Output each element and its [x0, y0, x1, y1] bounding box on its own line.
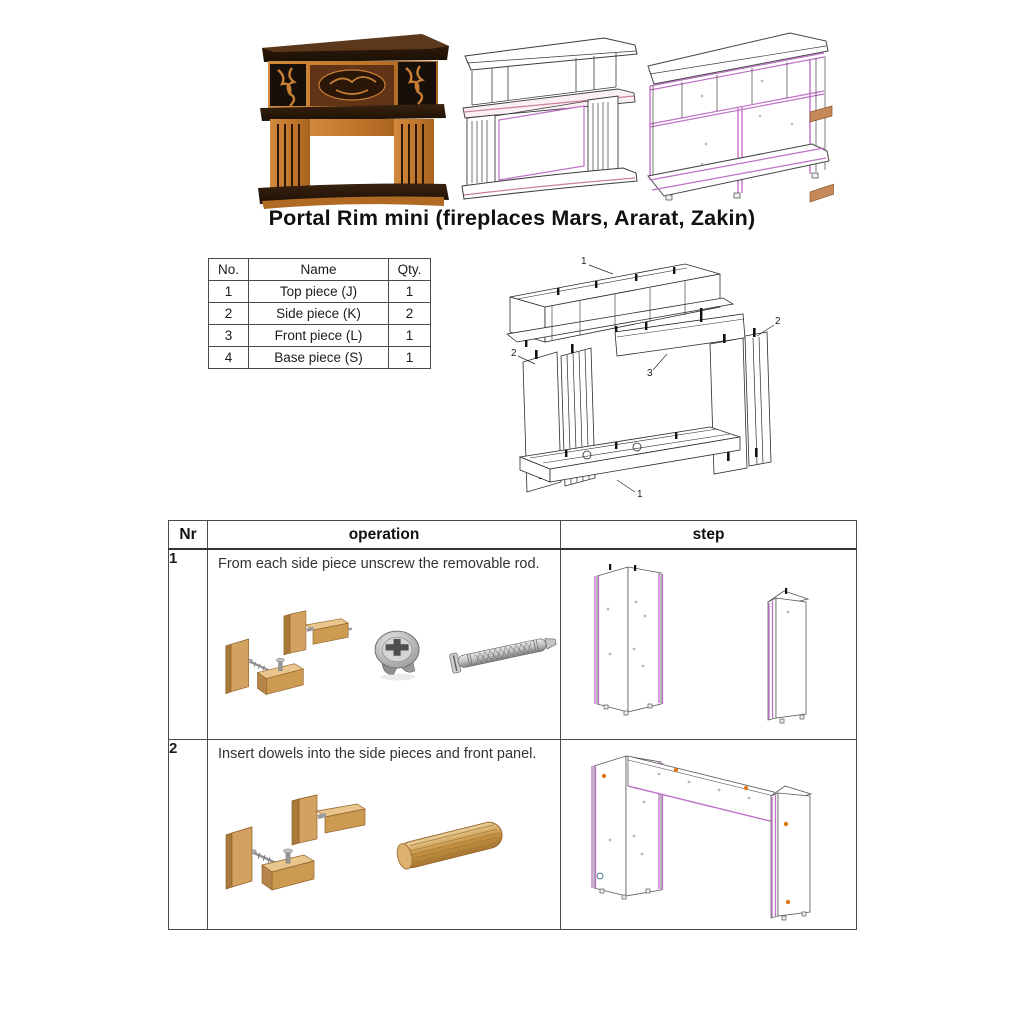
table-row: [209, 281, 431, 303]
fireplace-portal-line-back: [642, 24, 834, 212]
cell-qty: 1: [389, 325, 431, 347]
exploded-label-top: 1: [581, 256, 587, 267]
step-image-cell: [561, 740, 857, 930]
cell-name: Base piece (S): [249, 347, 389, 369]
step-operation-cell: [208, 740, 561, 930]
fireplace-portal-line-front: [458, 26, 643, 204]
parts-header-no: No.: [209, 259, 249, 281]
cell-no: 2: [209, 303, 249, 325]
steps-table: [168, 520, 857, 930]
cam-bolt-wood-blocks-icon: [224, 789, 369, 899]
step1-side-pieces-drawing: [564, 554, 854, 739]
step-image-cell: [561, 549, 857, 740]
exploded-label-side-right: 2: [775, 316, 781, 327]
cell-qty: 2: [389, 303, 431, 325]
table-row: [209, 325, 431, 347]
cell-name: Front piece (L): [249, 325, 389, 347]
cell-qty: 1: [389, 281, 431, 303]
step-operation-text: From each side piece unscrew the removable rod.: [218, 556, 540, 572]
fireplace-portal-photo: [252, 20, 452, 210]
parts-header-row: [209, 259, 431, 281]
step-row-1: [169, 549, 857, 740]
steps-header-nr: Nr: [169, 521, 208, 550]
step-row-2: [169, 740, 857, 930]
step-operation-cell: [208, 549, 561, 740]
step-number: 2: [169, 740, 208, 930]
step-number: 1: [169, 549, 208, 740]
table-row: [209, 347, 431, 369]
parts-header-name: Name: [249, 259, 389, 281]
steps-header-step: step: [561, 521, 857, 550]
step2-arch-assembly-drawing: [564, 744, 854, 929]
screw-rod-icon: [445, 614, 560, 694]
steps-header-operation: operation: [208, 521, 561, 550]
parts-header-qty: Qty.: [389, 259, 431, 281]
exploded-label-front: 3: [647, 368, 653, 379]
table-row: [209, 303, 431, 325]
cell-no: 4: [209, 347, 249, 369]
cell-qty: 1: [389, 347, 431, 369]
exploded-label-side-left: 2: [511, 348, 517, 359]
steps-header-row: [169, 521, 857, 550]
cell-name: Top piece (J): [249, 281, 389, 303]
cell-no: 3: [209, 325, 249, 347]
wooden-dowel-icon: [385, 804, 515, 884]
exploded-assembly-diagram: [495, 252, 807, 500]
cell-name: Side piece (K): [249, 303, 389, 325]
step-operation-text: Insert dowels into the side pieces and front panel.: [218, 746, 537, 762]
page-title: Portal Rim mini (fireplaces Mars, Ararat, Zakin): [268, 206, 756, 230]
exploded-label-base: 1: [637, 489, 643, 500]
parts-table: [208, 258, 431, 369]
cam-lock-icon: [368, 619, 430, 689]
cam-bolt-wood-blocks-icon: [224, 599, 352, 709]
cell-no: 1: [209, 281, 249, 303]
